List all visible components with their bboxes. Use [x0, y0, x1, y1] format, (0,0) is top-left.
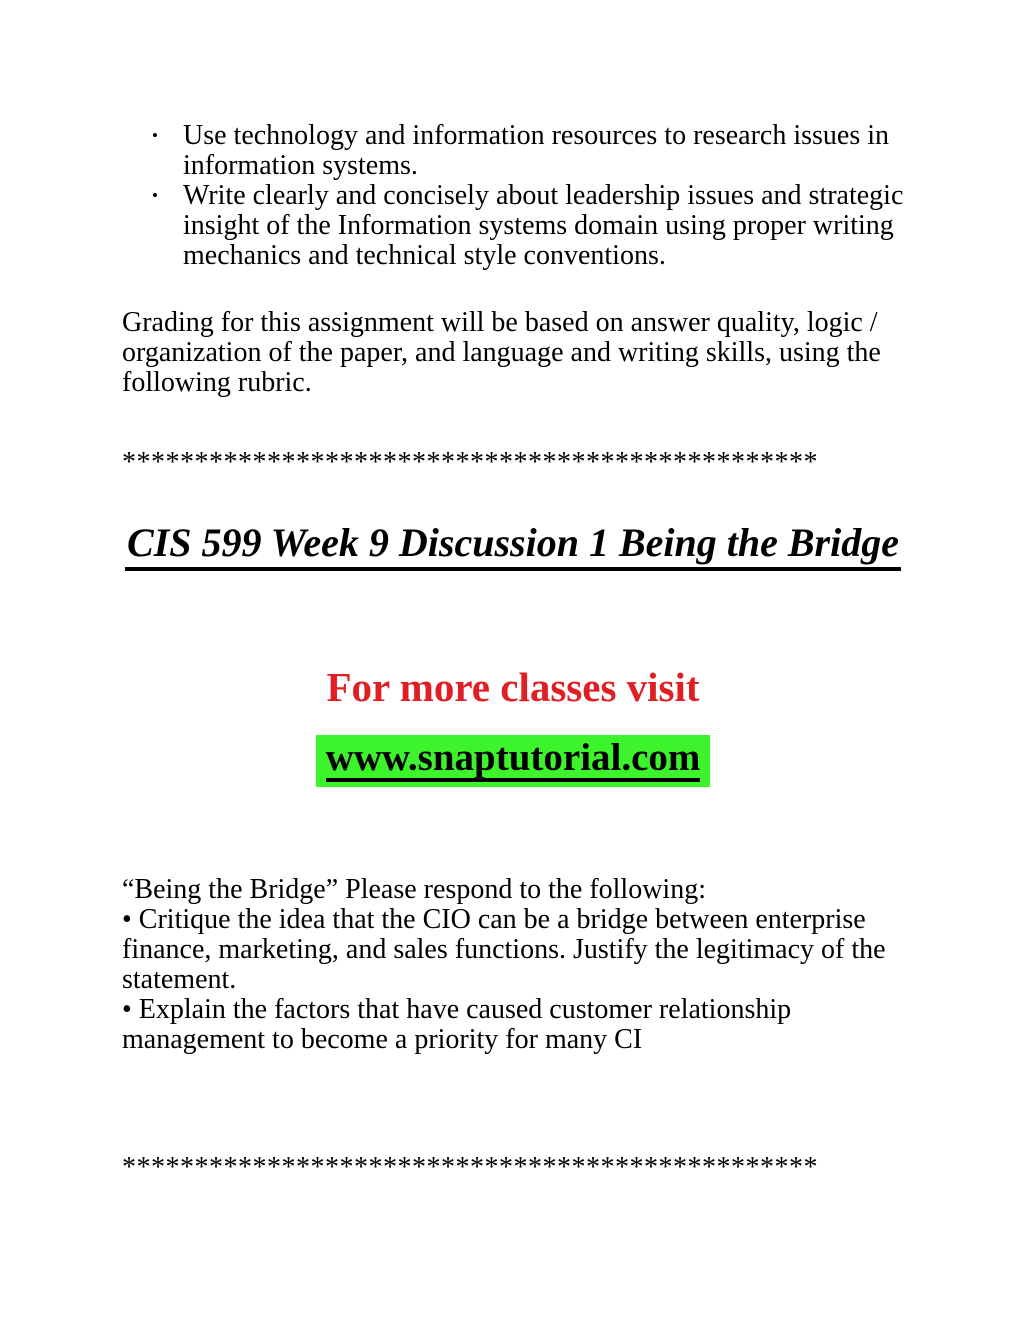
- grading-paragraph: [122, 308, 904, 398]
- bullet-line: Write clearly and concisely about leadership issues and strategic: [183, 180, 904, 211]
- discussion-line: finance, marketing, and sales functions. Justify the legitimacy of the: [122, 934, 886, 965]
- bullet-icon: •: [152, 126, 158, 145]
- promo-visit-text: For more classes visit: [326, 664, 700, 710]
- bullet-line: insight of the Information systems domain using proper writing: [183, 210, 894, 241]
- bullet-text: [183, 181, 904, 271]
- asterisk-divider-bottom: ************************************************: [122, 1152, 818, 1183]
- bullet-icon: •: [152, 186, 158, 205]
- bullet-text: [183, 121, 904, 181]
- list-item: [122, 121, 904, 181]
- objectives-bullet-list: [122, 121, 904, 271]
- list-item: [122, 181, 904, 271]
- discussion-line: “Being the Bridge” Please respond to the following:: [122, 874, 706, 905]
- discussion-body: [122, 875, 904, 1055]
- bullet-line: Use technology and information resources to research issues in: [183, 120, 890, 151]
- discussion-line: management to become a priority for many CI: [122, 1024, 643, 1055]
- course-heading-wrap: [122, 520, 904, 571]
- bullet-line: mechanics and technical style conventions.: [183, 240, 666, 271]
- document-content: [122, 121, 904, 1183]
- discussion-line: • Explain the factors that have caused customer relationship: [122, 994, 792, 1025]
- course-heading: CIS 599 Week 9 Discussion 1 Being the Bridge: [125, 520, 901, 571]
- promo-url-wrap: [122, 735, 904, 787]
- asterisk-divider-top: ************************************************: [122, 447, 818, 478]
- paragraph-line: organization of the paper, and language and writing skills, using the: [122, 337, 881, 368]
- paragraph-line: following rubric.: [122, 367, 312, 398]
- discussion-line: statement.: [122, 964, 237, 995]
- promo-url-link[interactable]: [316, 735, 711, 787]
- bullet-line: information systems.: [183, 150, 418, 181]
- paragraph-line: Grading for this assignment will be based on answer quality, logic /: [122, 307, 878, 338]
- promo-url-text: www.snaptutorial.com: [326, 738, 701, 782]
- discussion-line: • Critique the idea that the CIO can be a bridge between enterprise: [122, 904, 866, 935]
